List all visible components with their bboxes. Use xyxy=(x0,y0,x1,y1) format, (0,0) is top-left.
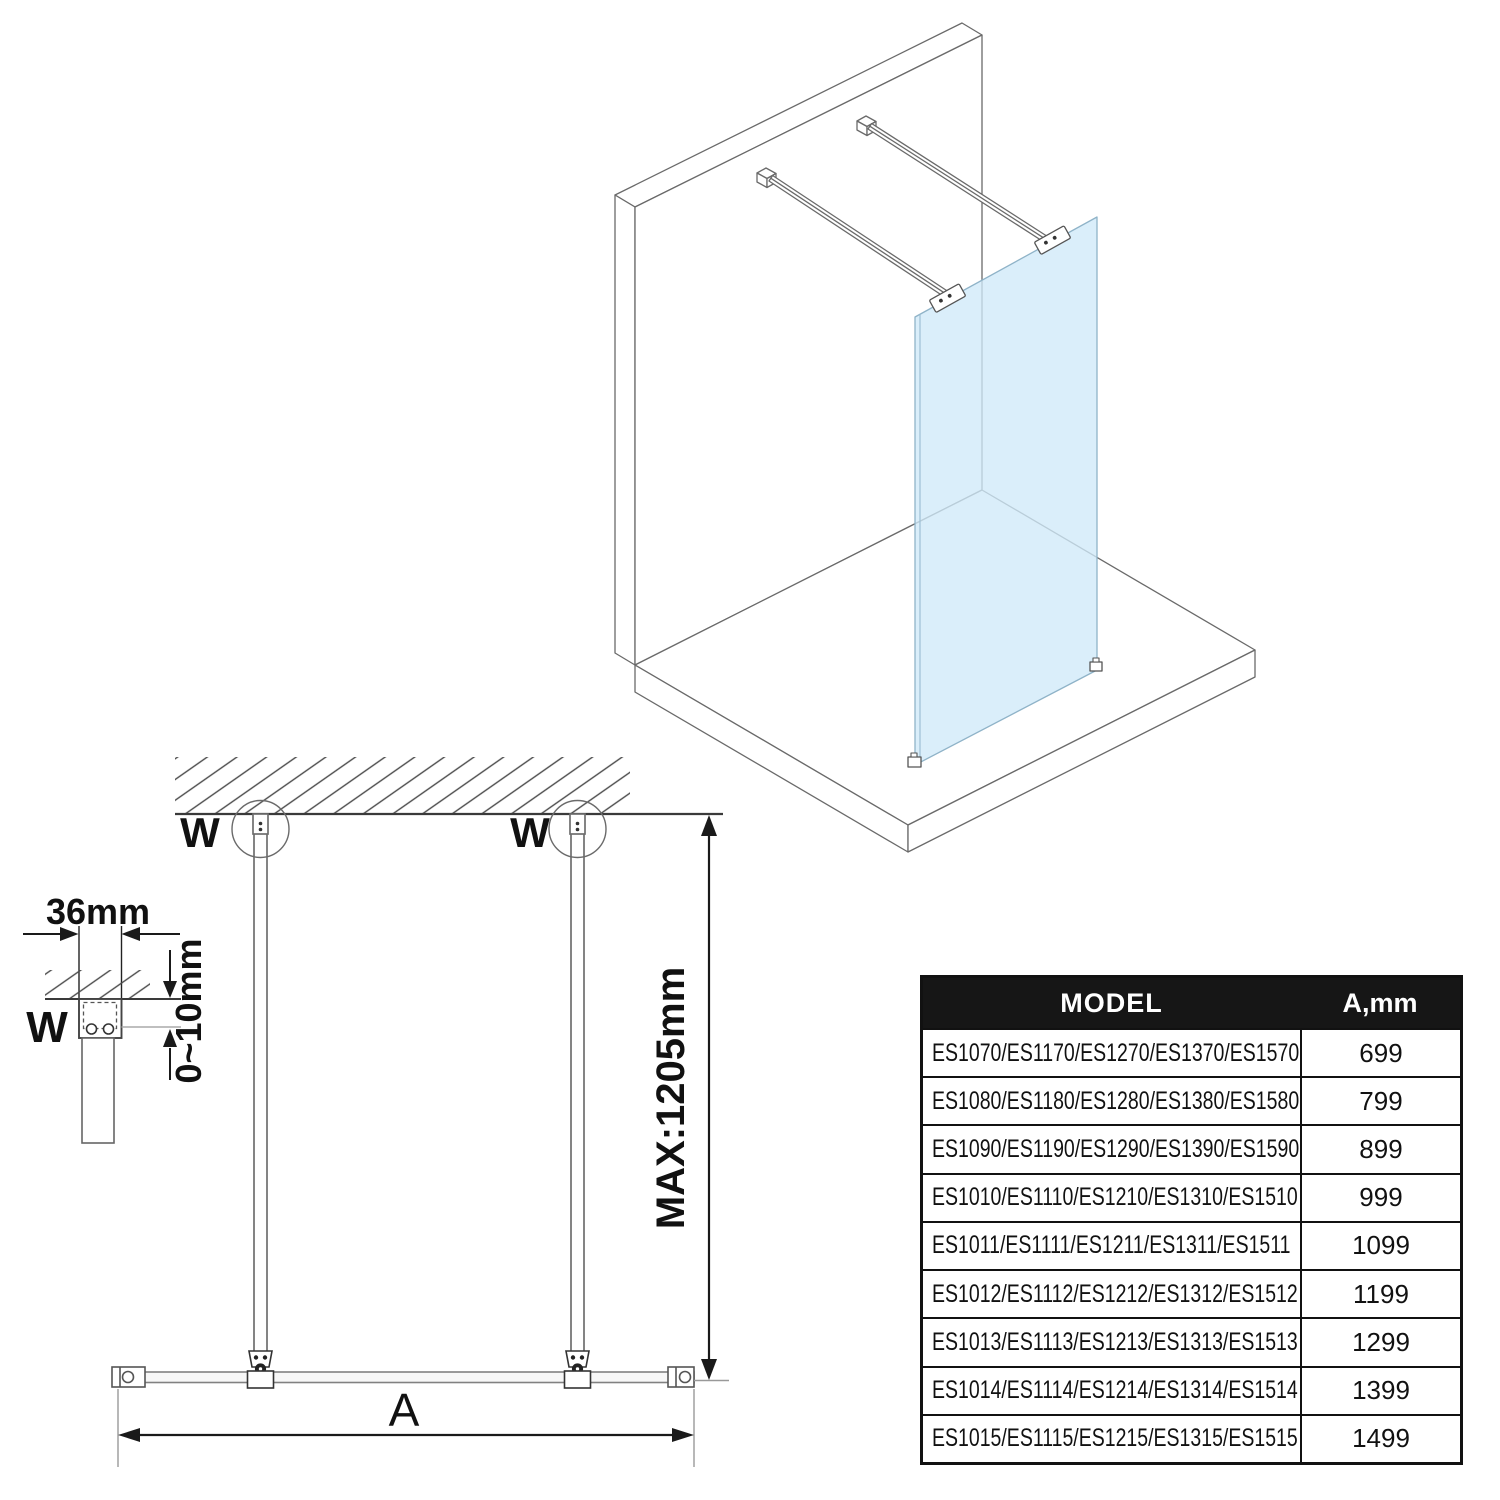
model-codes: ES1013/ES1113/ES1213/ES1313/ES1513 xyxy=(932,1327,1298,1356)
max-height-label: MAX:1205mm xyxy=(649,966,693,1230)
bar-end-cap-right xyxy=(668,1367,694,1387)
model-codes: ES1012/ES1112/ES1212/ES1312/ES1512 xyxy=(932,1279,1298,1308)
a-value: 1399 xyxy=(1300,1368,1460,1414)
bracket-screw-icon xyxy=(259,828,263,832)
pivot-screw-icon xyxy=(580,1355,584,1359)
model-codes: ES1070/ES1170/ES1270/ES1370/ES1570 xyxy=(932,1038,1300,1067)
table-row xyxy=(923,1124,1460,1172)
w-label-right: W xyxy=(510,809,550,856)
table-row xyxy=(923,1173,1460,1221)
table-row xyxy=(923,1221,1460,1269)
detail-w-label: W xyxy=(26,1003,68,1052)
front-view xyxy=(112,757,729,1467)
gap-label: 0~10mm xyxy=(168,938,209,1084)
model-codes: ES1011/ES1111/ES1211/ES1311/ES1511 xyxy=(932,1231,1291,1260)
model-codes: ES1015/ES1115/ES1215/ES1315/ES1515 xyxy=(932,1424,1298,1453)
a-value: 799 xyxy=(1300,1078,1460,1124)
end-cap-screw-icon xyxy=(680,1372,691,1383)
table-row xyxy=(923,1366,1460,1414)
table-row xyxy=(923,1028,1460,1076)
model-codes: ES1090/ES1190/ES1290/ES1390/ES1590 xyxy=(932,1135,1300,1164)
isometric-view xyxy=(615,23,1255,852)
model-codes: ES1010/ES1110/ES1210/ES1310/ES1510 xyxy=(932,1183,1298,1212)
table-row xyxy=(923,1076,1460,1124)
arrow-left-icon xyxy=(118,1428,140,1442)
bracket-width-label: 36mm xyxy=(45,891,151,932)
a-value: 1499 xyxy=(1300,1416,1460,1462)
a-value: 1199 xyxy=(1300,1271,1460,1317)
pivot-screw-icon xyxy=(571,1355,575,1359)
max-height-dimension xyxy=(649,815,729,1381)
bar-clamp-left xyxy=(248,1371,274,1388)
table-row xyxy=(923,1317,1460,1365)
end-cap-screw-icon xyxy=(123,1372,134,1383)
left-post xyxy=(253,814,268,1351)
model-codes: ES1014/ES1114/ES1214/ES1314/ES1514 xyxy=(932,1376,1298,1405)
a-value: 899 xyxy=(1300,1126,1460,1172)
right-post xyxy=(570,814,585,1351)
bracket-screw-icon xyxy=(576,822,580,826)
model-codes: ES1080/ES1180/ES1280/ES1380/ES1580 xyxy=(932,1086,1300,1115)
bracket-screw-icon xyxy=(576,828,580,832)
dim-0-10mm xyxy=(122,938,210,1083)
wall-left-face xyxy=(615,195,635,665)
spec-table xyxy=(920,975,1463,1465)
table-header xyxy=(923,978,1460,1028)
width-dim-label: A xyxy=(388,1384,420,1436)
arrow-down-icon xyxy=(701,1359,717,1380)
bar-end-cap-left xyxy=(112,1367,145,1387)
arrow-right-icon xyxy=(672,1428,694,1442)
detail-ceiling-hatch xyxy=(45,970,150,999)
w-label-left: W xyxy=(180,809,220,856)
a-value: 999 xyxy=(1300,1175,1460,1221)
table-row xyxy=(923,1269,1460,1317)
bracket-hole-icon xyxy=(104,1024,114,1034)
a-value: 1299 xyxy=(1300,1319,1460,1365)
table-row xyxy=(923,1414,1460,1462)
right-pivot-clamp xyxy=(565,1351,591,1388)
pivot-screw-icon xyxy=(263,1355,267,1359)
detail-wall-bracket xyxy=(79,999,122,1038)
width-dimension-a xyxy=(118,1384,694,1467)
table-header-a-mm: A,mm xyxy=(1342,987,1418,1018)
detail-view xyxy=(23,891,209,1143)
pivot-screw-icon xyxy=(254,1355,258,1359)
a-value: 1099 xyxy=(1300,1223,1460,1269)
bracket-screw-icon xyxy=(259,822,263,826)
a-value: 699 xyxy=(1300,1030,1460,1076)
detail-post xyxy=(82,1038,114,1143)
arrow-up-icon xyxy=(701,815,717,836)
left-pivot-clamp xyxy=(248,1351,274,1388)
bracket-hole-icon xyxy=(87,1024,97,1034)
bar-clamp-right xyxy=(565,1371,591,1388)
table-header-model: MODEL xyxy=(1060,987,1163,1018)
